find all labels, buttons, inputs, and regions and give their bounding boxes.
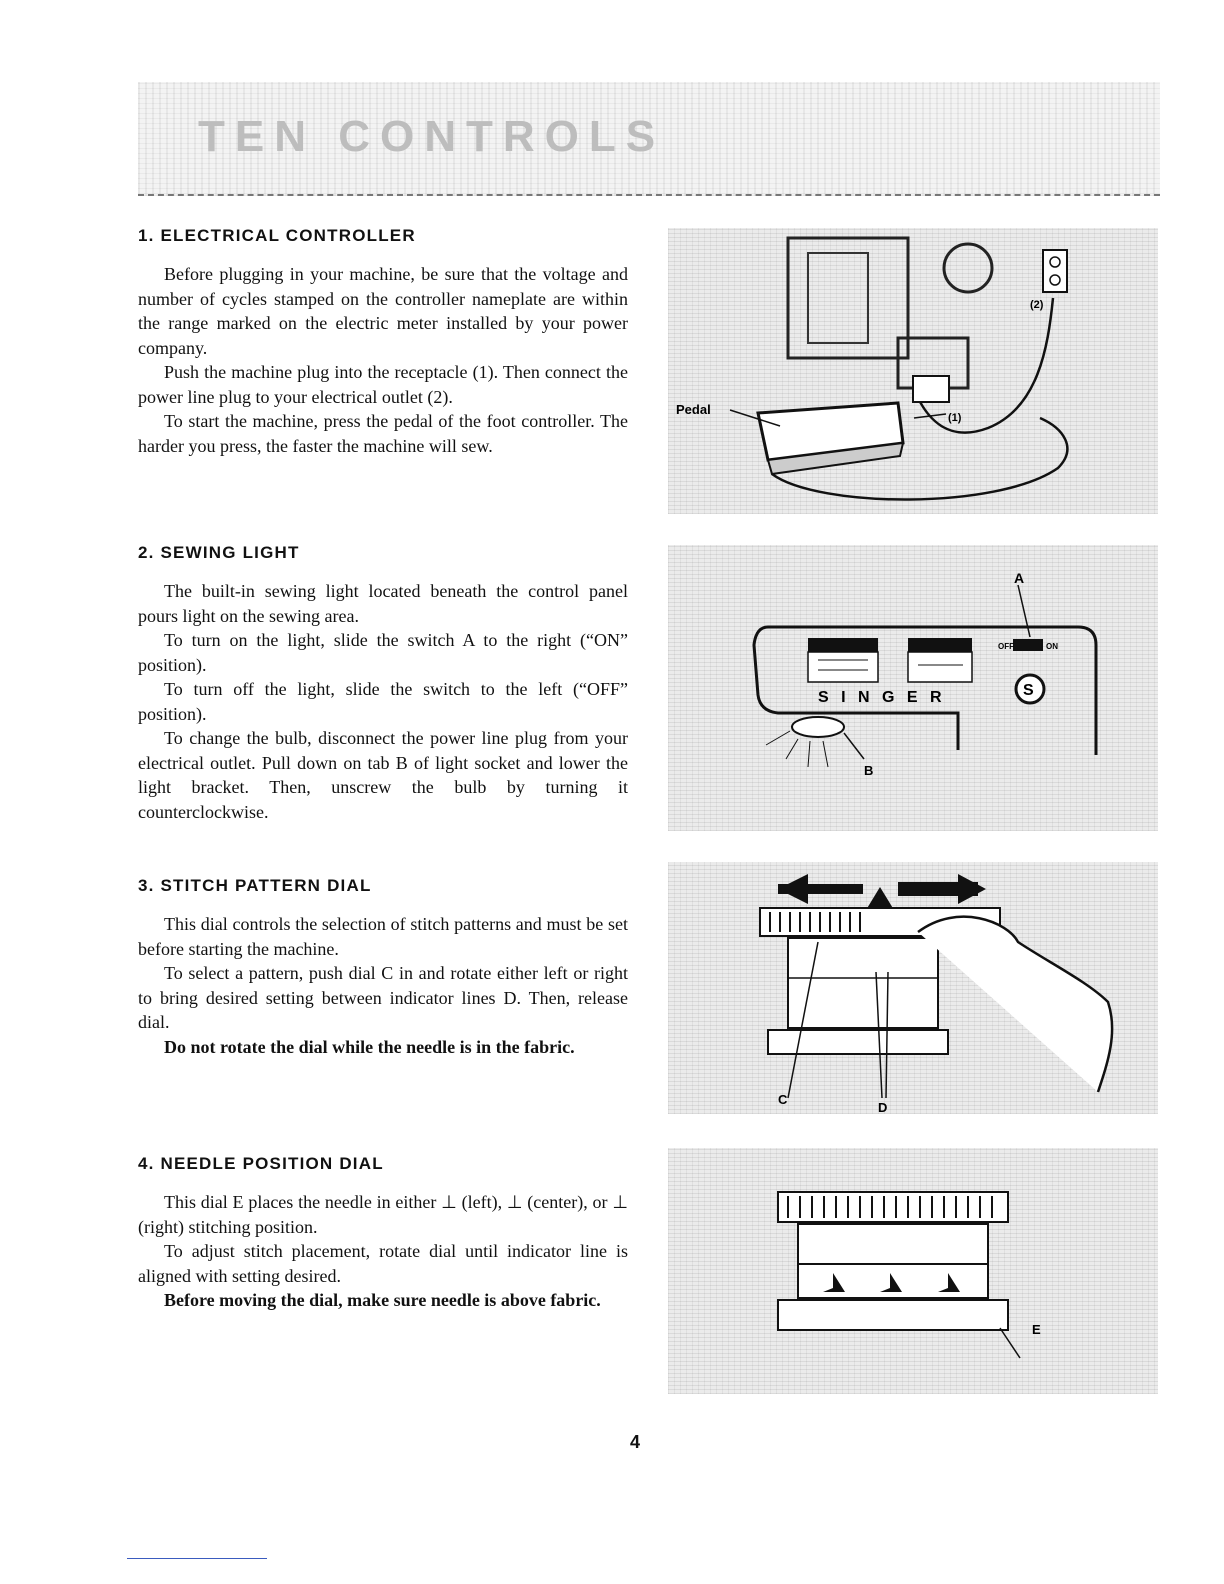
off-label: OFF [998, 642, 1014, 651]
foot-controller-illustration [668, 228, 1158, 514]
pedal-label: Pedal [676, 402, 711, 417]
logo-label: S [1023, 682, 1034, 699]
paragraph: Before plugging in your machine, be sure that the voltage and number of cycles stamped on the controller nameplate are within the range marked on the electric meter installed by your power company. [138, 264, 628, 358]
paragraph: To adjust stitch placement, rotate dial until indicator line is aligned with setting desired. [138, 1241, 628, 1286]
section-heading: 2. SEWING LIGHT [138, 543, 300, 562]
warning-paragraph: Before moving the dial, make sure needle is above fabric. [164, 1290, 601, 1310]
section-heading: 3. STITCH PATTERN DIAL [138, 876, 372, 895]
control-panel-illustration [668, 545, 1158, 831]
needle-dial-illustration [668, 1148, 1158, 1394]
switch-a-label: A [1014, 570, 1025, 586]
page-number: 4 [630, 1432, 641, 1452]
footnote-rule [127, 1558, 267, 1559]
section-stitch-pattern-dial [138, 876, 628, 1059]
warning-paragraph: Do not rotate the dial while the needle is in the fabric. [164, 1036, 575, 1057]
figure-stitch-pattern-dial [668, 862, 1158, 1114]
stitch-dial-illustration [668, 862, 1158, 1114]
paragraph: To select a pattern, push dial C in and rotate either left or right to bring desired setting between indicator lines D. Then, release dial. [138, 963, 628, 1032]
paragraph: To turn on the light, slide the switch A to the right (“ON” position). [138, 630, 628, 675]
figure-sewing-light [668, 545, 1158, 831]
paragraph: To start the machine, press the pedal of the foot controller. The harder you press, the faster the machine will sew. [138, 411, 628, 456]
paragraph: To change the bulb, disconnect the power line plug from your electrical outlet. Pull down on tab B of light socket and lower the light bracket. Then, unscrew the bulb by turning it counterclockwise. [138, 728, 628, 822]
dial-c-label: C [778, 1092, 788, 1107]
paragraph: This dial E places the needle in either ⊥ (left), ⊥ (center), or ⊥ (right) stitching position. [138, 1192, 628, 1237]
figure-electrical-controller [668, 228, 1158, 514]
section-banner [138, 82, 1160, 196]
tab-b-label: B [864, 763, 874, 778]
brand-label: S I N G E R [818, 689, 946, 706]
section-electrical-controller [138, 226, 628, 458]
section-sewing-light [138, 543, 628, 824]
indicator-d-label: D [878, 1100, 888, 1114]
section-heading: 1. ELECTRICAL CONTROLLER [138, 226, 416, 245]
paragraph: Push the machine plug into the receptacle (1). Then connect the power line plug to your electrical outlet (2). [138, 362, 628, 407]
figure-needle-position-dial [668, 1148, 1158, 1394]
banner-title: TEN CONTROLS [198, 112, 666, 161]
section-heading: 4. NEEDLE POSITION DIAL [138, 1154, 384, 1173]
outlet-label: (2) [1030, 299, 1044, 311]
receptacle-label: (1) [948, 412, 962, 424]
on-label: ON [1046, 642, 1058, 651]
dial-e-label: E [1032, 1322, 1041, 1337]
paragraph: The built-in sewing light located beneath the control panel pours light on the sewing area. [138, 581, 628, 626]
section-needle-position-dial [138, 1154, 628, 1313]
paragraph: This dial controls the selection of stitch patterns and must be set before starting the machine. [138, 914, 628, 959]
paragraph: To turn off the light, slide the switch to the left (“OFF” position). [138, 679, 628, 724]
